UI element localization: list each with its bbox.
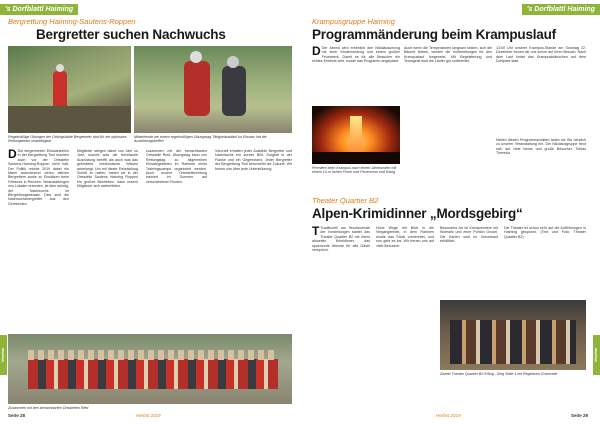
theater-column-3: Besondere Art ist Krimipremiere mit Wortwitz und einer Portion Grusel. Die Karten sind im Vorverkauf erhältlich. — [440, 226, 498, 244]
article-column-1: D Die tiergerechten Einsatzstellen in der Bergrettung Tirol machen auch vor der Ortsstelle Sautens-Haiming-Roppen nicht halt. Der Politik reichte 2019 dabei ein Mann ausreichend vielen aktiven Bergrettern sowie zu Einsätzen beim Felssturz in Reichen. Veranstaltungen von Lokalen brannten, ist dies wichtig, der Nachwuchs im Bergrettungseinsatz. Dies sind die Nachwuchsbergretter aus den Gemeinden. — [8, 149, 69, 206]
page-number: Seite 29 — [570, 413, 588, 418]
photo-caption-2: Mitwirkende bei einem regelmäßigen Übungstag Tätigkeitsablauf im Einsatz hat die Ausbildungstreffen — [134, 135, 267, 144]
article-column-1: D Der Abend wird erheblich den Nikolausumzug mit einer Kinderrundzug und einem großen Feuerwerk. Damit es für alle Besucher ein echtes Erlebnis wird, wurde das Programm angepasst. — [312, 46, 400, 64]
group-photo-caption: Zusammen mit den benachbarten Ortsstellen Ried — [8, 406, 89, 410]
theater-column-1: T Traditionell am Wochenende der Vorstellungen startet das Theater Quartier B2 mit ihrem aktuellen Krimidinner, das spannende Abende für alle Gäste verspricht. — [312, 226, 370, 253]
drop-cap: D — [8, 149, 17, 161]
article-title: Bergretter suchen Nachwuchs — [36, 27, 226, 42]
photo-caption: Premiere beim Krampus nach einem Jahrhundert mit einem 14 m hohen Feuer und Feuershow und Klang — [312, 166, 397, 175]
theater-photo — [440, 300, 586, 370]
drop-cap: T — [312, 226, 320, 238]
page-number: Seite 28 — [8, 413, 26, 418]
section-marker: Vereine — [0, 335, 7, 375]
article-title: Programmänderung beim Krampuslauf — [312, 27, 556, 42]
rescue-photo-1 — [8, 46, 131, 133]
issue-label: Herbst 2019 — [136, 413, 161, 418]
rescue-photo-2 — [134, 46, 292, 133]
theater-column-2: Hohe Wege mit Blick in die Vergangenheit, in dem Rahmen wurde das Stück vorbereitet, und nun geht es los. Wir freuen uns auf viele Besucher. — [376, 226, 434, 248]
krampus-fire-photo — [312, 106, 400, 164]
article-column-4: Neben diesen Programmpunkten laden wir Sie herzlich zu unserer Veranstaltung ein. Die Nikolausgruppe freut sich auf viele kleine und große Besucher. Tobias Theresia — [496, 138, 586, 156]
photo-caption-1: Regelmäßige Übungen der Gebirgsbäde Bergetreter sind für ein optimales Rettungsteam unabdingbar — [8, 135, 127, 144]
magazine-tab: 's Dorfblattl Haiming — [522, 4, 600, 15]
theater-photo-caption: Zweite Theater Quartier B2 Erfolg - Sieg Seite 1 mit Regiebuch Ensemble — [440, 372, 558, 376]
article-subhead: Bergrettung Haiming-Sautens-Roppen — [8, 17, 136, 26]
article-subhead: Krampusgruppe Haiming — [312, 17, 395, 26]
theater-column-4: Die Theater ist schon sehr auf die Aufführungen in Haiming gespannt. (Text und Foto: Theater Quartier B2) — [504, 226, 586, 239]
article-column-3: zusammen mit der benachbarten Ortsstelle Ried. Übungstag kann von Rettungstag zu allgemeinen Einsatzgebieten im Rahmen eines Trainingscamps organisiert werden. Auch unsere Ortsstellenleitung trainiert im Sommer auf verschiedenen Routen. — [146, 149, 207, 184]
issue-label: Herbst 2019 — [436, 413, 461, 418]
group-photo — [8, 334, 292, 404]
article-title-2: Alpen-Krimidinner „Mordsgebirg“ — [312, 206, 523, 221]
article-column-4: Vorurteil erhalten jeder Ausbilde Bergretter und Nachwuchs ein kurzes Bild: Sorgfalt in der Flanke und ein Gegenstand. Jeder Bergretter der Bergrettung Tirol beschreibt die Zukunft. Wir freuen uns über jede Unterstützung. — [215, 149, 292, 171]
article-column-2: Mitglieder steigen dabei von Jahr zu Jahr, sowohl was die technische Ausrüstung betrifft, als auch was das geforderte medizinische Wissen anbelangt. Um mit dieser Entwicklung Schritt zu halten, haben wir in der Ortsstelle Sautens Haiming Roppen ein großes Bestreben, dass unsere Mitglieder sich weiterbilden. — [77, 149, 138, 189]
section-marker: Vereine — [593, 335, 600, 375]
article-subhead-2: Theater Quartier B2 — [312, 196, 379, 205]
article-column-2: Auch wenn die Temperaturen langsam sinken, sich die Bäume färben, werden die Vorbereitungen für den Krampuslauf fortgesetzt. Mit Begeisterung und Teamgeist sind die Läufer gut vorbereitet. — [404, 46, 492, 64]
article-column-3: 13:00 Uhr unserer Krampus-Stande am Sonntag 22. Dezember freuen wir uns schon auf Ihren Besuch. Nach dem Lauf findet das Krampuskränzchen auf dem Dorfplatz statt. — [496, 46, 586, 64]
right-page — [300, 0, 600, 424]
drop-cap: D — [312, 46, 321, 58]
magazine-tab: 's Dorfblattl Haiming — [0, 4, 78, 15]
